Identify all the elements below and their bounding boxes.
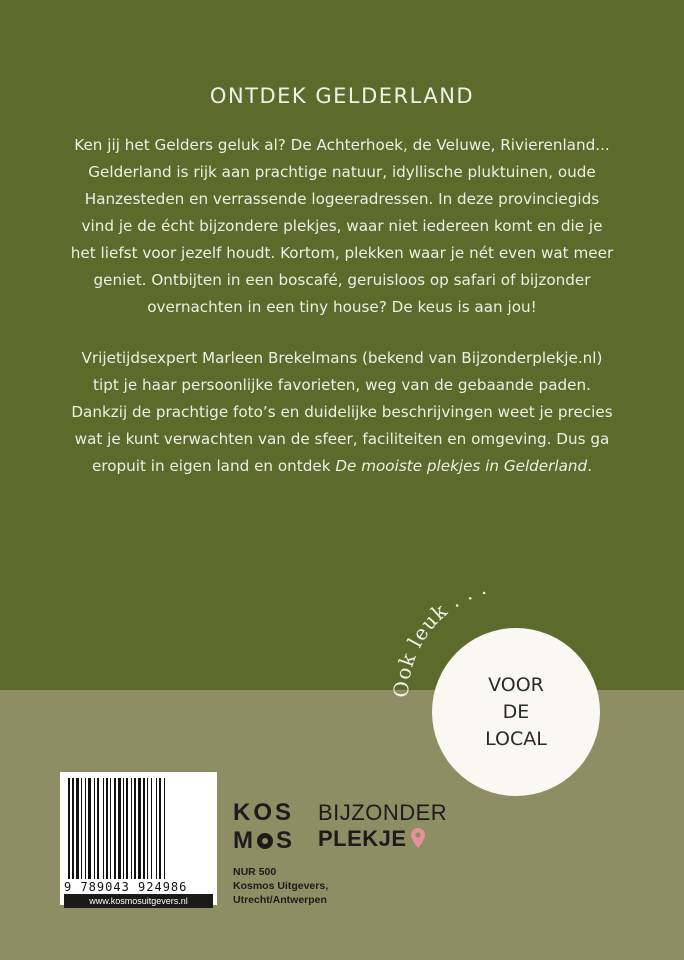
bijzonder-plekje-logo — [318, 800, 447, 852]
barcode-bars — [66, 778, 212, 879]
barcode-stripe — [159, 778, 161, 879]
barcode-stripe — [76, 778, 79, 879]
barcode-stripe — [134, 778, 136, 879]
barcode-stripe — [97, 778, 99, 879]
barcode-stripe — [88, 778, 91, 879]
author-paragraph-text: Vrijetijdsexpert Marleen Brekelmans (bekend van Bijzonderplekje.nl) tipt je haar persoonlijke favorieten, weg van de gebaande paden. Dankzij de prachtige foto’s en duidelijke beschrijvingen weet je precies wat je kunt verwachten van de sfeer, faciliteiten en omgeving. Dus ga eropuit in eigen land en ontdek — [71, 349, 613, 475]
promo-line-3: LOCAL — [485, 727, 547, 750]
promo-circle — [432, 628, 600, 796]
barcode-stripe — [126, 778, 128, 879]
nur-code: NUR 500 — [233, 866, 277, 878]
publisher-city: Utrecht/Antwerpen — [233, 894, 327, 906]
barcode-stripe — [68, 778, 70, 879]
barcode-stripe — [85, 778, 86, 879]
barcode-stripe — [156, 778, 157, 879]
brand-line-1: BIJZONDER — [318, 800, 448, 825]
barcode-stripe — [147, 778, 148, 879]
barcode-stripe — [123, 778, 124, 879]
barcode-stripe — [164, 778, 165, 879]
curved-tagline-text: Ook leuk . . . — [388, 574, 490, 699]
barcode-stripe — [72, 778, 74, 879]
brand-line-2: PLEKJE — [318, 826, 407, 851]
author-paragraph-end: . — [587, 457, 593, 475]
barcode-stripe — [138, 778, 141, 879]
barcode-stripe — [103, 778, 104, 879]
kosmos-logo — [233, 799, 295, 855]
barcode-stripe — [114, 778, 116, 879]
barcode-stripe — [151, 778, 152, 879]
brand-line-2-wrap — [318, 826, 447, 852]
isbn-barcode — [60, 772, 217, 905]
map-pin-icon — [411, 828, 425, 848]
cover-heading: ONTDEK GELDERLAND — [209, 84, 475, 108]
promo-line-2: DE — [502, 700, 530, 723]
barcode-stripe — [94, 778, 95, 879]
publisher-name: Kosmos Uitgevers, — [233, 880, 329, 892]
isbn-digits: 9 789043 924986 — [64, 880, 188, 894]
barcode-stripe — [106, 778, 108, 879]
intro-paragraph: Ken jij het Gelders geluk al? De Achterhoek, de Veluwe, Rivierenland... Gelderland is rijk aan prachtige natuur, idyllische pluktuinen, oude Hanzesteden en verrassende logeeradressen. In deze provinciegids vind je de écht bijzondere plekjes, waar niet iedereen komt en die je het liefst voor jezelf houdt. Kortom, plekken waar je nét even wat meer geniet. Ontbijten in een boscafé, geruisloos op safari of bijzonder overnachten in een tiny house? De keus is aan jou! — [70, 136, 614, 316]
barcode-stripe — [110, 778, 111, 879]
publication-info — [233, 865, 328, 907]
book-title-italic: De mooiste plekjes in Gelderland — [335, 457, 588, 475]
barcode-stripe — [81, 778, 82, 879]
kosmos-logo-m: M — [233, 827, 256, 854]
barcode-stripe — [118, 778, 121, 879]
barcode-stripe — [131, 778, 132, 879]
publisher-url: www.kosmosuitgevers.nl — [64, 894, 213, 908]
kosmos-logo-line-1: KOS — [233, 799, 295, 826]
promo-line-1: VOOR — [488, 673, 544, 696]
ring-icon — [257, 833, 273, 849]
kosmos-logo-line-2 — [233, 827, 295, 855]
barcode-stripe — [143, 778, 145, 879]
kosmos-logo-s: S — [276, 827, 296, 854]
